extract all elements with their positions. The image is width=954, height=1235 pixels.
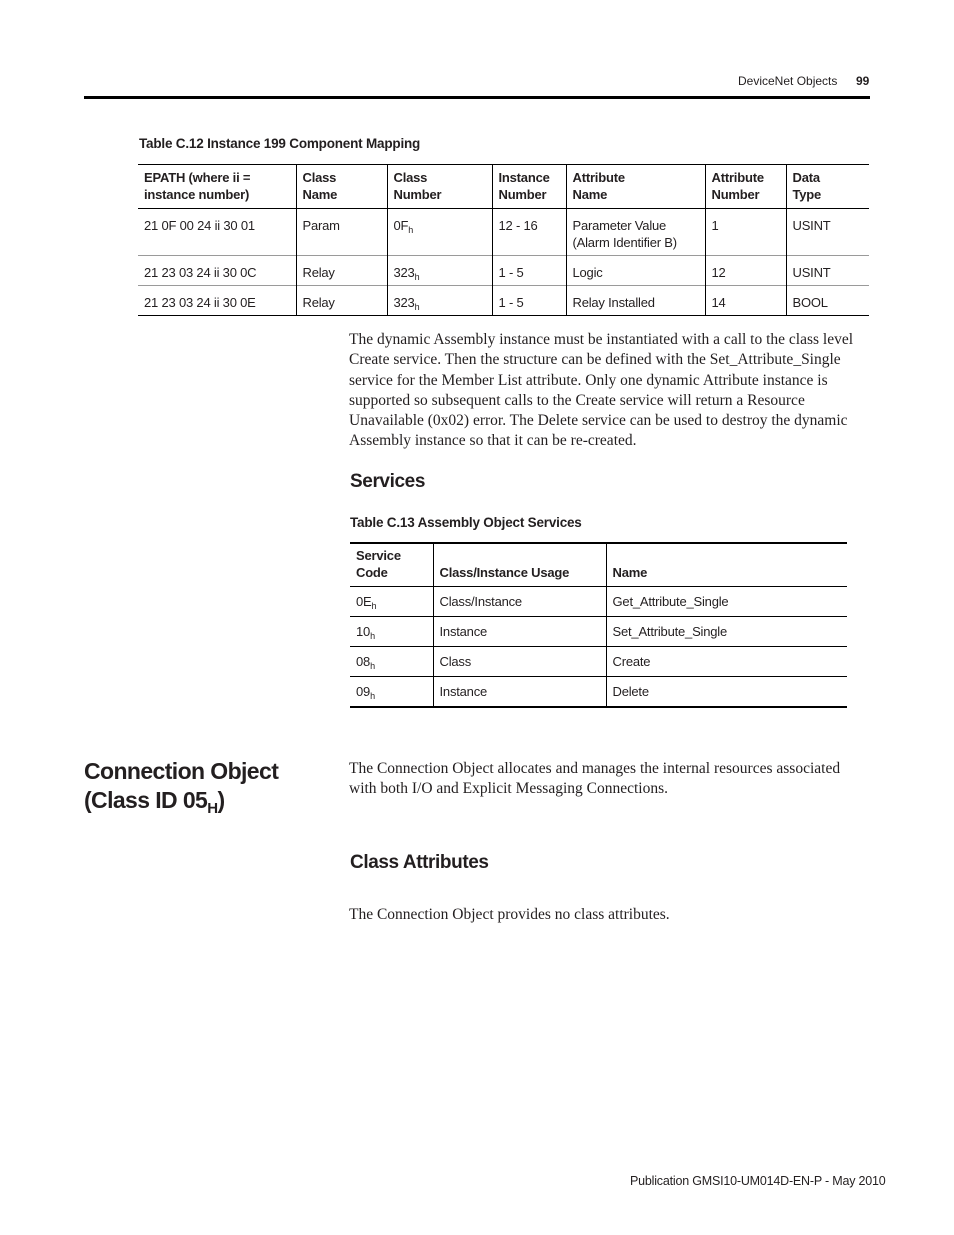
running-header-section: DeviceNet Objects xyxy=(738,74,838,88)
col-header-service-code: Service Code xyxy=(356,548,401,580)
col-header-class-number: Class Number xyxy=(387,165,492,209)
cell-service-code: $08_h$ xyxy=(356,654,375,671)
col-header-epath: EPATH (where ii = instance number) xyxy=(144,170,251,202)
assembly-services-table xyxy=(350,542,847,708)
header-rule xyxy=(84,96,870,99)
table-header-row xyxy=(138,165,869,209)
cell-service-name: Create xyxy=(606,647,847,677)
cell-attribute-number: 1 xyxy=(705,209,786,256)
cell-class-name: Relay xyxy=(296,256,387,286)
page-number: 99 xyxy=(856,74,870,88)
cell-service-code: $10_h$ xyxy=(356,624,375,641)
cell-service-code: $0E_h$ xyxy=(356,594,377,611)
cell-class-name: Relay xyxy=(296,286,387,316)
cell-class-number: $323_h$ xyxy=(387,286,492,316)
cell-attribute-name: Relay Installed xyxy=(566,286,705,316)
table-row xyxy=(350,677,847,708)
cell-attribute-number: 12 xyxy=(705,256,786,286)
cell-attribute-number: 14 xyxy=(705,286,786,316)
col-header-attribute-number: Attribute Number xyxy=(705,165,786,209)
connection-object-heading: Connection Object (Class ID $05_H$) xyxy=(84,758,279,817)
cell-data-type: BOOL xyxy=(786,286,869,316)
cell-service-name: Delete xyxy=(606,677,847,708)
cell-epath: 21 23 03 24 ii 30 0E xyxy=(144,295,256,310)
cell-data-type: USINT xyxy=(786,256,869,286)
cell-instance-number: 1 - 5 xyxy=(492,286,566,316)
cell-epath: 21 23 03 24 ii 30 0C xyxy=(144,265,257,280)
cell-attribute-name: Logic xyxy=(566,256,705,286)
table-row xyxy=(350,647,847,677)
services-heading: Services xyxy=(350,471,425,492)
cell-service-name: Get_Attribute_Single xyxy=(606,587,847,617)
cell-usage: Class xyxy=(433,647,606,677)
cell-instance-number: 1 - 5 xyxy=(492,256,566,286)
cell-attribute-name: Parameter Value (Alarm Identifier B) xyxy=(566,209,705,256)
no-class-attributes-paragraph: The Connection Object provides no class attributes. xyxy=(349,906,670,923)
table-row xyxy=(350,587,847,617)
cell-service-code: $09_h$ xyxy=(356,684,375,701)
cell-instance-number: 12 - 16 xyxy=(492,209,566,256)
col-header-name: Name xyxy=(606,543,847,587)
publication-footer: Publication GMSI10-UM014D-EN-P - May 2010 xyxy=(630,1174,886,1188)
col-header-usage: Class/Instance Usage xyxy=(433,543,606,587)
dynamic-assembly-paragraph: The dynamic Assembly instance must be instantiated with a call to the class level Create service. Then the structure can be defined with the Set_Attribute_Single service for the Member List attribute. Only one dynamic Attribute instance is supported so subsequent calls to the Create service will return a Resource Unavailable (0x02) error. The Delete service can be used to destroy the dynamic Assembly instance so that it can be re-created. xyxy=(349,331,854,450)
table-row xyxy=(350,617,847,647)
cell-class-number: $323_h$ xyxy=(387,256,492,286)
cell-data-type: USINT xyxy=(786,209,869,256)
component-mapping-table xyxy=(138,164,869,316)
table-row xyxy=(138,256,869,286)
cell-usage: Instance xyxy=(433,617,606,647)
cell-class-name: Param xyxy=(296,209,387,256)
table-row xyxy=(138,209,869,256)
col-header-class-name: Class Name xyxy=(296,165,387,209)
cell-service-name: Set_Attribute_Single xyxy=(606,617,847,647)
col-header-data-type: Data Type xyxy=(786,165,869,209)
col-header-attribute-name: Attribute Name xyxy=(566,165,705,209)
connection-object-paragraph: The Connection Object allocates and manages the internal resources associated with both I/O and Explicit Messaging Connections. xyxy=(349,760,841,798)
cell-class-number: $0F_h$ xyxy=(387,209,492,256)
table-header-row xyxy=(350,543,847,587)
col-header-instance-number: Instance Number xyxy=(492,165,566,209)
cell-usage: Instance xyxy=(433,677,606,708)
table-c12-caption: Table C.12 Instance 199 Component Mapping xyxy=(139,136,421,151)
cell-epath: 21 0F 00 24 ii 30 01 xyxy=(144,218,255,233)
table-c13-caption: Table C.13 Assembly Object Services xyxy=(350,515,582,530)
class-attributes-heading: Class Attributes xyxy=(350,852,489,873)
table-row xyxy=(138,286,869,316)
cell-usage: Class/Instance xyxy=(433,587,606,617)
